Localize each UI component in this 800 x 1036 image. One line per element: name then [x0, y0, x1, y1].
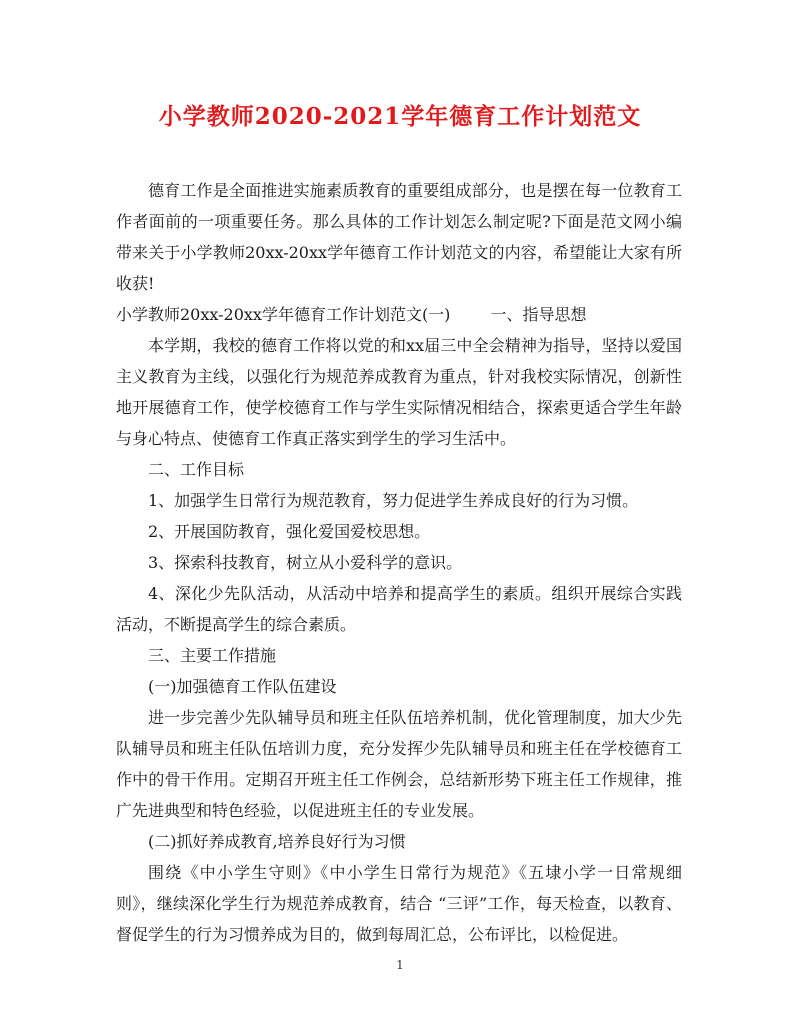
goal-item: 3、探索科技教育，树立从小爱科学的意识。 [148, 553, 463, 572]
document-body [116, 175, 682, 950]
guiding-paragraph: 本学期，我校的德育工作将以党的和xx届三中全会精神为指导，坚持以爱国主义教育为主线，以强化行为规范养成教育为重点，针对我校实际情况，创新性地开展德育工作，使学校德育工作与学生实际情况相结合，探索更适合学生年龄与身心特点、使德育工作真正落实到学生的学习生活中。 [116, 336, 682, 448]
measure-2-paragraph: 围绕《中小学生守则》《中小学生日常行为规范》《五埭小学一日常规细则》，继续深化学生行为规范养成教育，结合 “三评”工作，每天检查，以教育、督促学生的行为习惯养成为目的，做到每周汇总，公布评比，以检促进。 [116, 863, 682, 944]
heading-guiding-ideology: 一、指导思想 [490, 305, 587, 324]
document-title: 小学教师2020-2021学年德育工作计划范文 [158, 103, 642, 130]
heading-main-measures: 三、主要工作措施 [148, 646, 277, 665]
measure-1-paragraph: 进一步完善少先队辅导员和班主任队伍培养机制，优化管理制度，加大少先队辅导员和班主任队伍培训力度，充分发挥少先队辅导员和班主任在学校德育工作中的骨干作用。定期召开班主任工作例会，总结新形势下班主任工作规律，推广先进典型和特色经验，以促进班主任的专业发展。 [116, 708, 682, 820]
page-number: 1 [396, 958, 404, 972]
intro-paragraph: 德育工作是全面推进实施素质教育的重要组成部分，也是摆在每一位教育工作者面前的一项重要任务。那么具体的工作计划怎么制定呢?下面是范文网小编带来关于小学教师20xx-20xx学年德育工作计划范文的内容，希望能让大家有所收获! [116, 181, 682, 293]
section-title-line [116, 299, 682, 330]
measure-1-title: (一)加强德育工作队伍建设 [148, 677, 337, 696]
heading-work-goals: 二、工作目标 [148, 460, 245, 479]
goal-item: 1、加强学生日常行为规范教育，努力促进学生养成良好的行为习惯。 [148, 491, 639, 510]
measure-2-title: (二)抓好养成教育,培养良好行为习惯 [148, 832, 406, 851]
section-title: 小学教师20xx-20xx学年德育工作计划范文(一) [116, 305, 451, 324]
goal-item: 2、开展国防教育，强化爱国爱校思想。 [148, 522, 431, 541]
goal-item: 4、深化少先队活动，从活动中培养和提高学生的素质。组织开展综合实践活动，不断提高学生的综合素质。 [116, 584, 682, 634]
